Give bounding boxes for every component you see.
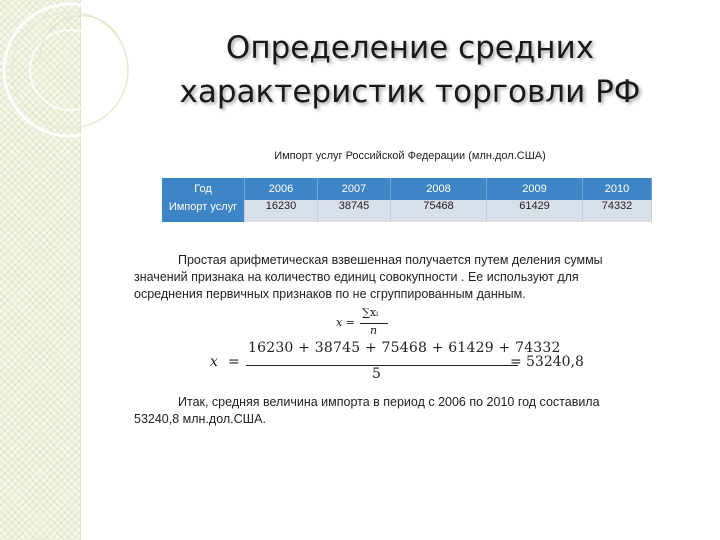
year-cell: 2008 [391, 178, 487, 200]
value-cell: 74332 [583, 200, 652, 222]
paragraph-2-line-1: Итак, средняя величина импорта в период с 2006 по 2010 год составила [178, 395, 600, 409]
fraction-bar [246, 365, 518, 366]
slide-title: Определение средних характеристик торговли РФ [179, 30, 641, 110]
paragraph-2-line-2: 53240,8 млн.дол.США. [134, 412, 266, 426]
row-header-import: Импорт услуг [162, 200, 245, 222]
paragraph-1-line-3: осреднения первичных признаков по не сгруппированным данным. [134, 287, 526, 301]
value-cell: 75468 [391, 200, 487, 222]
general-formula-denominator: n [370, 324, 378, 337]
import-table [162, 178, 652, 222]
general-formula-numerator: ∑xᵢ [362, 306, 379, 319]
year-cell: 2010 [583, 178, 652, 200]
year-cell: 2006 [245, 178, 318, 200]
value-cell: 16230 [245, 200, 318, 222]
formula-numerator: 16230 + 38745 + 75468 + 61429 + 74332 [248, 340, 561, 356]
table-caption: Импорт услуг Российской Федерации (млн.дол.США) [274, 150, 546, 162]
value-cell: 38745 [318, 200, 391, 222]
row-header-year: Год [162, 178, 245, 200]
formula-result: 53240,8 [526, 354, 584, 370]
table-row-years [162, 178, 652, 200]
year-cell: 2009 [487, 178, 583, 200]
formula-variable: x [210, 354, 218, 370]
general-formula-lhs: x = [336, 316, 355, 329]
formula-denominator: 5 [372, 366, 381, 382]
value-cell: 61429 [487, 200, 583, 222]
paragraph-1-line-2: значений признака на количество единиц совокупности . Ее используют для [134, 270, 579, 284]
paragraph-1-line-1: Простая арифметическая взвешенная получается путем деления суммы [178, 253, 603, 267]
formula-equals: = [228, 354, 240, 370]
year-cell: 2007 [318, 178, 391, 200]
table-row-import [162, 200, 652, 222]
formula-equals-result: = [510, 354, 522, 370]
